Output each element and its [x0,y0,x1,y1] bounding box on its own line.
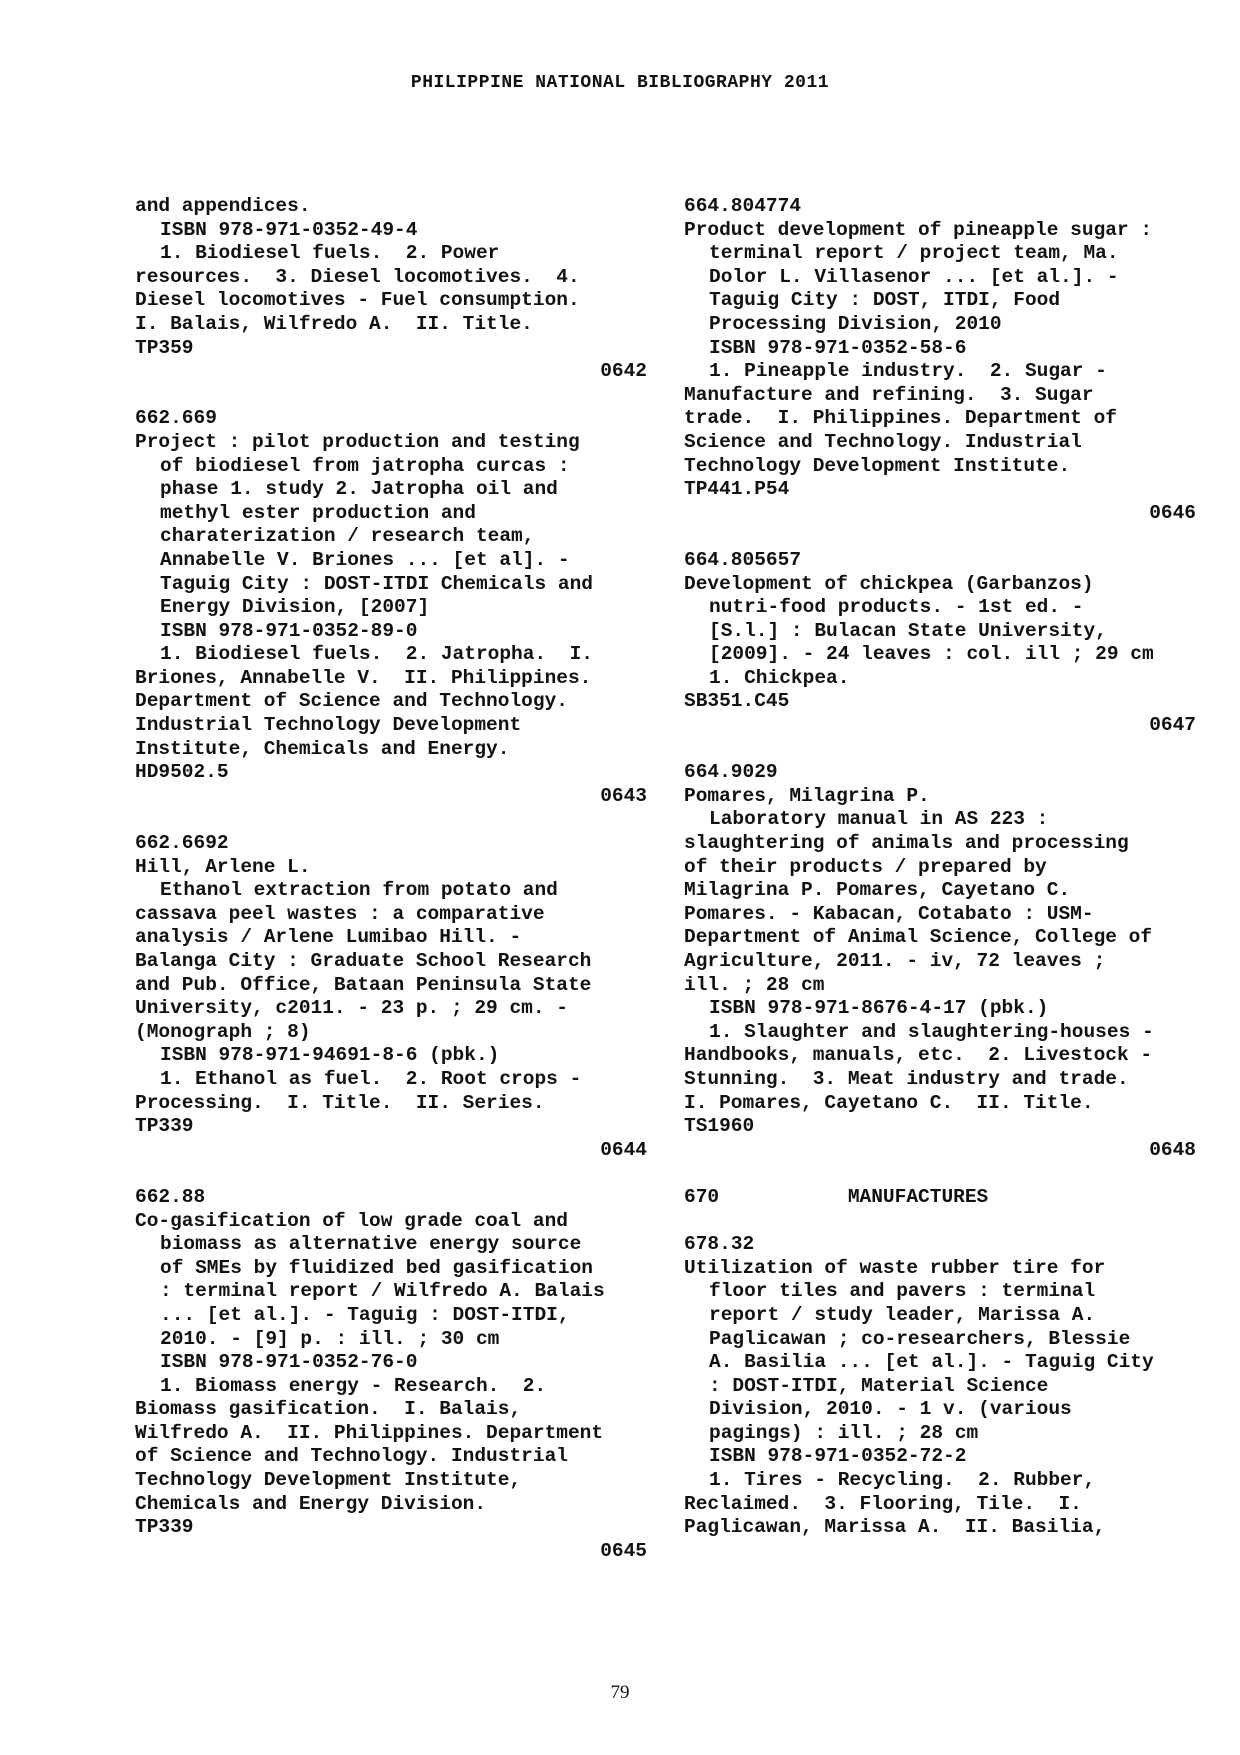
entry-line: Energy Division, [2007] [160,596,430,619]
entry-line: Paglicawan, Marissa A. II. Basilia, [684,1516,1106,1539]
entry-line: and appendices. [135,195,311,217]
entry-line: Utilization of waste rubber tire for [684,1256,1106,1279]
entry-line: trade. I. Philippines. Department of [684,407,1117,430]
entry-number: 0646 [1149,501,1196,524]
entry-line: Pomares, Milagrina P. [684,784,930,807]
entry-line: 1. Tires - Recycling. 2. Rubber, [709,1469,1096,1492]
entry-line: Dolor L. Villasenor ... [et al.]. - [709,265,1119,288]
entry-line: Milagrina P. Pomares, Cayetano C. [684,879,1071,902]
entry-line: Laboratory manual in AS 223 : [709,808,1049,831]
entry-line: Manufacture and refining. 3. Sugar [684,383,1094,406]
entry-line: I. Balais, Wilfredo A. II. Title. [135,312,533,335]
entry-line: Handbooks, manuals, etc. 2. Livestock - [684,1044,1153,1067]
entry-number: 0647 [1149,714,1196,737]
entry-line: (Monograph ; 8) [135,1020,311,1043]
entry-line: ISBN 978-971-8676-4-17 (pbk.) [709,997,1049,1020]
entry-line: 2010. - [9] p. : ill. ; 30 cm [160,1327,500,1350]
entry-line: Chemicals and Energy Division. [135,1492,487,1515]
entry-line: : DOST-ITDI, Material Science [709,1374,1049,1397]
blank-line [684,738,1196,762]
entry-line: pagings) : ill. ; 28 cm [709,1421,979,1444]
entry-line: nutri-food products. - 1st ed. - [709,596,1084,619]
entry-line: Science and Technology. Industrial [684,430,1082,453]
entry-line: ISBN 978-971-0352-89-0 [160,619,418,642]
entry-number: 0644 [600,1138,647,1161]
blank-line [135,384,647,408]
entry-line: 664.804774 [684,195,802,217]
page-number: 79 [610,1682,630,1703]
entry-line: slaughtering of animals and processing [684,832,1129,855]
entry-line: 1. Chickpea. [709,666,850,689]
entry-line: TP339 [135,1115,194,1138]
entry-line: cassava peel wastes : a comparative [135,902,545,925]
entry-line: Development of chickpea (Garbanzos) [684,572,1094,595]
entry-line: Processing. I. Title. II. Series. [135,1091,545,1114]
entry-line: of biodiesel from jatropha curcas : [160,454,570,477]
entry-line: floor tiles and pavers : terminal [709,1280,1096,1303]
entry-line: 1. Ethanol as fuel. 2. Root crops - [160,1067,582,1090]
right-column [684,195,1196,1540]
entry-line: of Science and Technology. Industrial [135,1445,568,1468]
entry-line: ISBN 978-971-0352-49-4 [160,218,418,241]
entry-line: [2009]. - 24 leaves : col. ill ; 29 cm [709,643,1154,666]
page-header: PHILIPPINE NATIONAL BIBLIOGRAPHY 2011 [410,73,830,93]
entry-line: 662.669 [135,407,217,430]
entry-line: 1. Biomass energy - Research. 2. [160,1374,547,1397]
entry-line: of SMEs by fluidized bed gasification [160,1256,593,1279]
entry-line: Briones, Annabelle V. II. Philippines. [135,666,592,689]
entry-line: Division, 2010. - 1 v. (various [709,1398,1072,1421]
entry-line: Stunning. 3. Meat industry and trade. [684,1067,1129,1090]
entry-line: Department of Science and Technology. [135,690,568,713]
entry-line: ... [et al.]. - Taguig : DOST-ITDI, [160,1303,570,1326]
entry-line: Pomares. - Kabacan, Cotabato : USM- [684,902,1094,925]
entry-line: methyl ester production and [160,501,476,524]
blank-line [684,1162,1196,1186]
entry-line: University, c2011. - 23 p. ; 29 cm. - [135,997,568,1020]
entry-line: 1. Slaughter and slaughtering-houses - [709,1020,1154,1043]
entry-line: biomass as alternative energy source [160,1233,582,1256]
entry-line: Industrial Technology Development [135,714,522,737]
entry-number: 0645 [600,1539,647,1562]
entry-line: Product development of pineapple sugar : [684,218,1153,241]
entry-line: 1. Pineapple industry. 2. Sugar - [709,360,1107,383]
entry-line: Co-gasification of low grade coal and [135,1209,568,1232]
entry-line: 664.805657 [684,548,802,571]
entry-line: Taguig City : DOST-ITDI Chemicals and [160,572,593,595]
entry-line: charaterization / research team, [160,525,535,548]
entry-line: ISBN 978-971-0352-72-2 [709,1445,967,1468]
entry-line: TS1960 [684,1115,755,1138]
entry-line: analysis / Arlene Lumibao Hill. - [135,926,522,949]
entry-line: Wilfredo A. II. Philippines. Department [135,1421,604,1444]
entry-line: Balanga City : Graduate School Research [135,950,592,972]
left-column [135,195,647,1563]
entry-line: Annabelle V. Briones ... [et al]. - [160,548,570,571]
entry-line: ISBN 978-971-0352-76-0 [160,1351,418,1374]
entry-line: Department of Animal Science, College of [684,926,1153,949]
entry-line: report / study leader, Marissa A. [709,1303,1096,1326]
entry-line: Technology Development Institute, [135,1469,522,1492]
blank-line [135,808,647,832]
entry-line: : terminal report / Wilfredo A. Balais [160,1280,605,1303]
entry-line: Agriculture, 2011. - iv, 72 leaves ; [684,950,1106,972]
entry-line: Ethanol extraction from potato and [160,879,558,902]
entry-line: SB351.C45 [684,690,790,713]
entry-line: 670 MANUFACTURES [684,1185,989,1208]
entry-line: Paglicawan ; co-researchers, Blessie [709,1327,1131,1350]
entry-line: ill. ; 28 cm [684,973,825,996]
blank-line [684,1210,1196,1234]
blank-line [684,525,1196,549]
entry-line: Institute, Chemicals and Energy. [135,737,510,760]
entry-line: Technology Development Institute. [684,454,1071,477]
entry-number: 0648 [1149,1138,1196,1161]
entry-line: 662.88 [135,1185,206,1208]
entry-line: terminal report / project team, Ma. [709,242,1119,265]
entry-line: TP359 [135,336,194,359]
entry-line: 662.6692 [135,832,229,855]
entry-line: of their products / prepared by [684,855,1047,878]
entry-line: Hill, Arlene L. [135,855,311,878]
entry-line: 678.32 [684,1233,755,1256]
entry-number: 0643 [600,784,647,807]
entry-line: I. Pomares, Cayetano C. II. Title. [684,1091,1094,1114]
entry-line: 1. Biodiesel fuels. 2. Jatropha. I. [160,643,593,666]
entry-line: Reclaimed. 3. Flooring, Tile. I. [684,1492,1082,1515]
entry-line: Processing Division, 2010 [709,312,1002,335]
entry-line: resources. 3. Diesel locomotives. 4. [135,265,580,288]
blank-line [135,1162,647,1186]
entry-line: 664.9029 [684,761,778,784]
entry-line: Taguig City : DOST, ITDI, Food [709,289,1061,312]
entry-line: TP441.P54 [684,478,790,501]
entry-line: phase 1. study 2. Jatropha oil and [160,478,558,501]
entry-line: ISBN 978-971-94691-8-6 (pbk.) [160,1044,500,1067]
entry-line: Biomass gasification. I. Balais, [135,1398,522,1421]
entry-line: ISBN 978-971-0352-58-6 [709,336,967,359]
entry-line: HD9502.5 [135,761,229,784]
entry-line: and Pub. Office, Bataan Peninsula State [135,973,592,996]
entry-line: A. Basilia ... [et al.]. - Taguig City [709,1351,1154,1374]
entry-line: Project : pilot production and testing [135,430,580,453]
entry-line: 1. Biodiesel fuels. 2. Power [160,242,500,265]
entry-line: Diesel locomotives - Fuel consumption. [135,289,580,312]
entry-line: [S.l.] : Bulacan State University, [709,619,1107,642]
entry-line: TP339 [135,1516,194,1539]
entry-number: 0642 [600,360,647,383]
